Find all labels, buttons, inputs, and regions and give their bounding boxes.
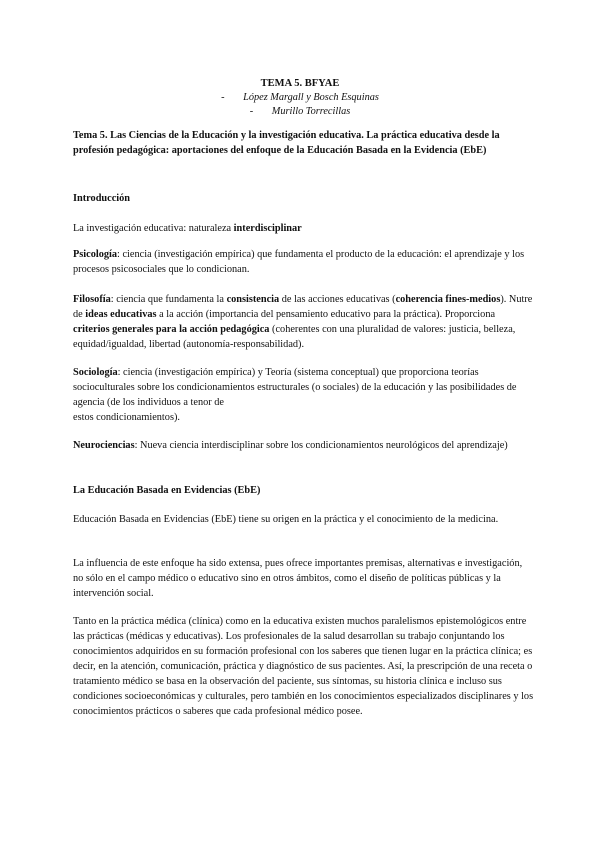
filosofia-text-3: ). Nutre de — [73, 294, 533, 320]
ebe-heading: La Educación Basada en Evidencias (EbE) — [73, 485, 261, 496]
filosofia-bold-4: criterios generales para la acción pedagógica — [73, 324, 270, 335]
sociologia-paragraph — [73, 365, 533, 425]
intro-lead — [73, 221, 533, 236]
ebe-paragraph-1: Educación Basada en Evidencias (EbE) tiene su origen en la práctica y el conocimiento de la medicina. — [73, 514, 499, 525]
filosofia-bold-3: ideas educativas — [85, 309, 157, 320]
psicologia-text: : ciencia (investigación empírica) que fundamenta el producto de la educación: el aprendizaje y los procesos psicosociales que lo condicionan. — [73, 249, 525, 275]
neurociencias-text: : Nueva ciencia interdisciplinar sobre los condicionamientos neurológicos del aprendizaje) — [134, 440, 508, 451]
neurociencias-term: Neurociencias — [73, 440, 135, 451]
ebe-paragraph-2: La influencia de este enfoque ha sido extensa, pues ofrece importantes premisas, alternativas e investigación, no sólo en el campo médico o educativo sino en otros ámbitos, como el diseño de políticas públicas y la intervención social. — [73, 558, 523, 599]
author-line-1 — [0, 90, 600, 105]
filosofia-bold-1: consistencia — [226, 294, 280, 305]
sociologia-term: Sociología — [73, 367, 118, 378]
dash: - — [249, 106, 254, 117]
sociologia-text-1: : ciencia (investigación empírica) y Teoría (sistema conceptual) que proporciona teorías socioculturales sobre los condicionamientos estructurales (o sociales) de la educación y las posibilidades de agencia (de los individuos a tenor de — [73, 367, 517, 408]
author-1: López Margall y Bosch Esquinas — [243, 92, 379, 103]
author-2: Murillo Torrecillas — [271, 106, 351, 117]
psicologia-term: Psicología — [73, 249, 118, 260]
dash: - — [221, 92, 225, 103]
filosofia-bold-2: coherencia fines-medios — [395, 294, 501, 305]
filosofia-text-2: de las acciones educativas ( — [279, 294, 396, 305]
intro-lead-text: La investigación educativa: naturaleza — [73, 223, 234, 234]
filosofia-text-1: : ciencia que fundamenta la — [110, 294, 227, 305]
filosofia-text-5: (coherentes con una pluralidad de valores: justicia, belleza, equidad/igualdad, libertad (autonomía-responsabilidad). — [73, 324, 516, 350]
intro-heading: Introducción — [73, 193, 131, 204]
ebe-paragraph-3: Tanto en la práctica médica (clínica) como en la educativa existen muchos paralelismos epistemológicos entre las prácticas (médicas y educativas). Los profesionales de la salud desarrollan su trabajo conjuntando los conocimientos adquiridos en su formación profesional con los saberes que tienen lugar en la práctica clínica; es decir, en la atención, comunicación, práctica y diagnóstico de sus pacientes. Así, la prescripción de una receta o tratamiento médico se basa en la observación del paciente, sus síntomas, su historia clínica e incluso sus condiciones socioeconómicas y culturales, pero también en los conocimientos especializados disciplinares y los conocimientos prácticos o saberes que cada profesional médico posee. — [73, 616, 534, 717]
psicologia-paragraph — [73, 247, 533, 277]
sociologia-text-2: estos condicionamientos). — [73, 412, 180, 423]
filosofia-text-4: a la acción (importancia del pensamiento educativo para la práctica). Proporciona — [156, 309, 496, 320]
filosofia-paragraph — [73, 292, 533, 352]
topic-heading: Tema 5. Las Ciencias de la Educación y la investigación educativa. La práctica educativa desde la profesión pedagógica: aportaciones del enfoque de la Educación Basada en la Evidencia (EbE) — [73, 130, 500, 156]
author-line-2 — [0, 104, 600, 119]
intro-lead-bold: interdisciplinar — [233, 223, 302, 234]
document-title: TEMA 5. BFYAE — [260, 78, 340, 89]
filosofia-term: Filosofía — [73, 294, 111, 305]
neurociencias-paragraph — [73, 438, 533, 453]
